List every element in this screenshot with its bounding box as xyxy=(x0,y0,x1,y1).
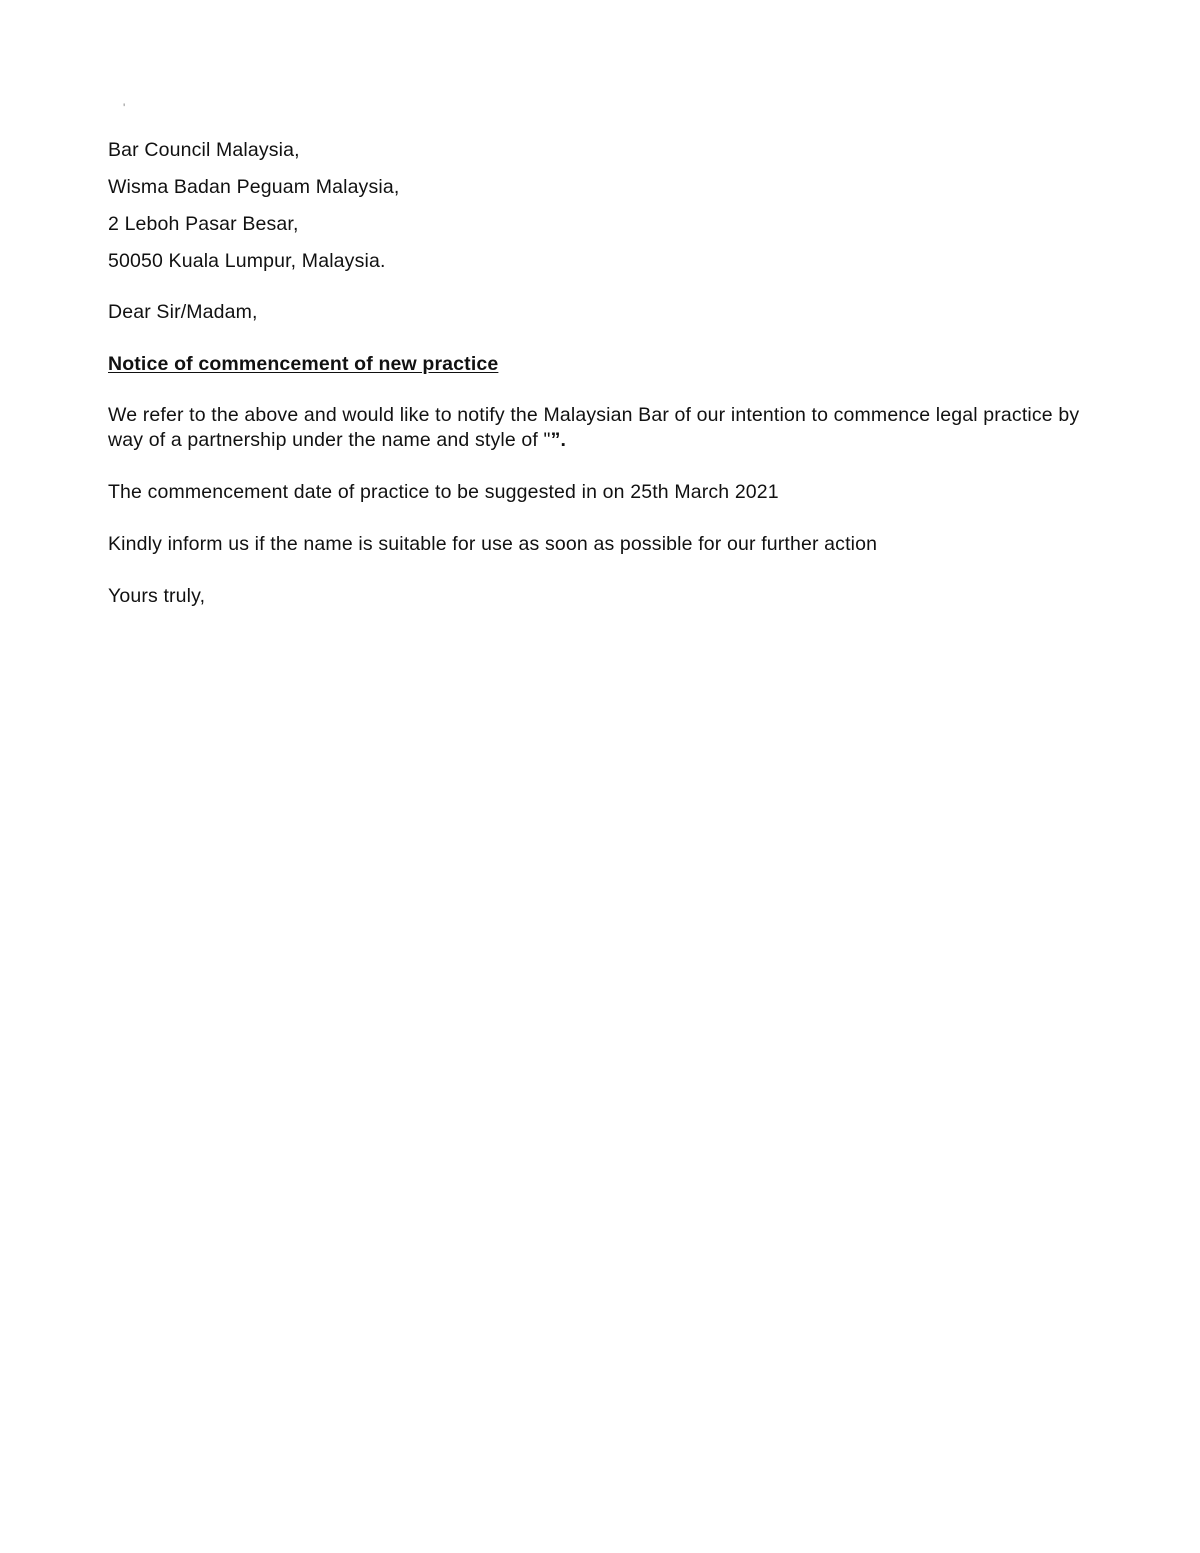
address-line: Bar Council Malaysia, xyxy=(108,139,300,161)
closing-quote: ”. xyxy=(550,429,567,451)
subject-heading: Notice of commencement of new practice xyxy=(108,353,499,375)
address-line: Wisma Badan Peguam Malaysia, xyxy=(108,176,400,198)
recipient-address xyxy=(108,138,1088,273)
body-paragraph-text: We refer to the above and would like to notify the Malaysian Bar of our intention to commence legal practice by way of a partnership under the name and style of " xyxy=(108,404,1080,451)
body-paragraph: The commencement date of practice to be suggested in on 25th March 2021 xyxy=(108,481,779,503)
closing-line: Yours truly, xyxy=(108,585,206,607)
salutation: Dear Sir/Madam, xyxy=(108,301,258,323)
body-paragraph: Kindly inform us if the name is suitable for use as soon as possible for our further action xyxy=(108,533,878,555)
address-line: 2 Leboh Pasar Besar, xyxy=(108,213,299,235)
address-line: 50050 Kuala Lumpur, Malaysia. xyxy=(108,250,386,272)
page-mark: ' xyxy=(123,101,126,115)
body-paragraph xyxy=(108,403,1088,453)
letter-body xyxy=(108,138,1088,609)
